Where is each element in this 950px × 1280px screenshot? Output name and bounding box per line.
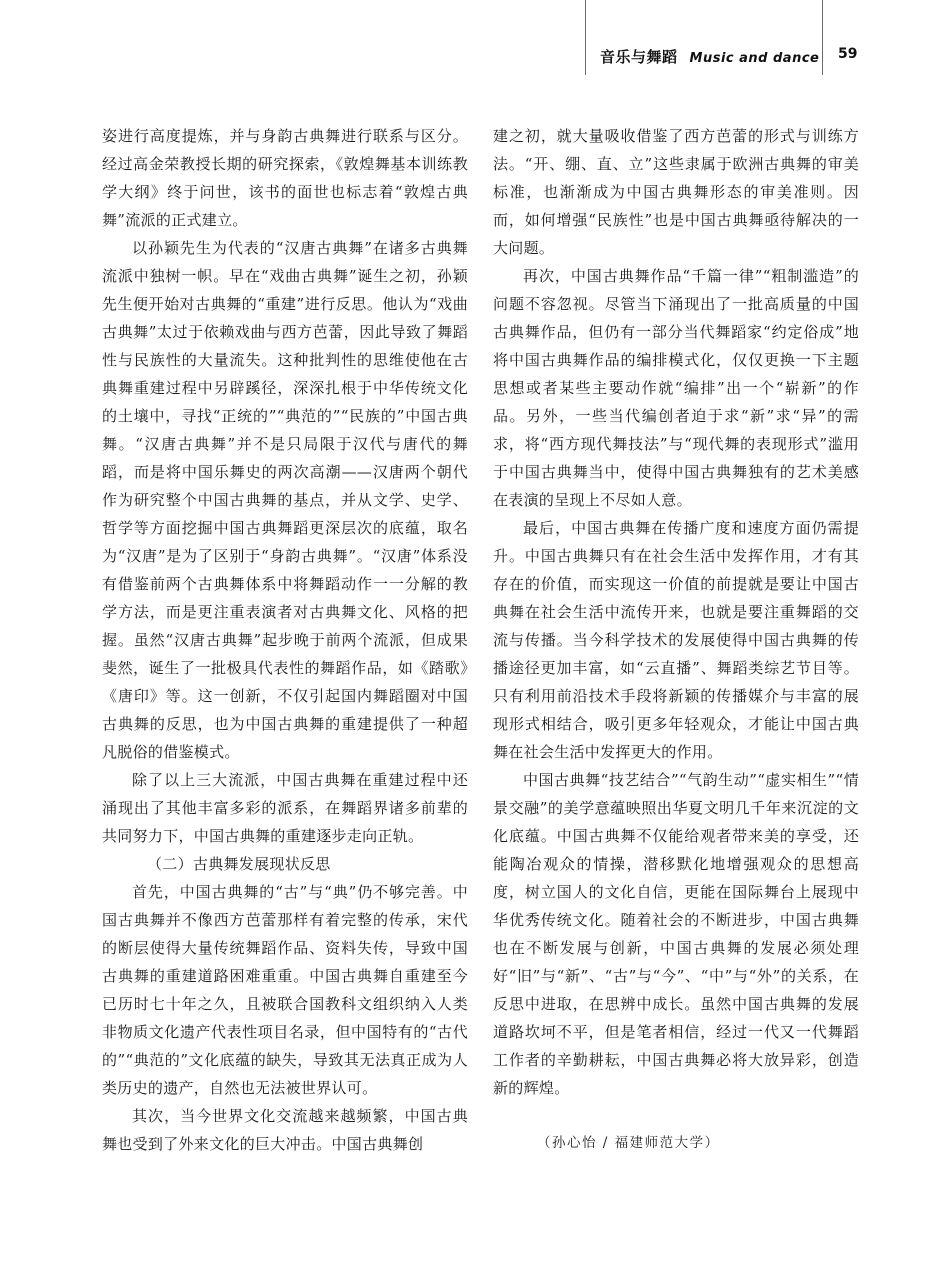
paragraph: 除了以上三大流派，中国古典舞在重建过程中还涌现出了其他丰富多彩的派系，在舞蹈界诸多前辈的共同努力下，中国古典舞的重建逐步走向正轨。 [102, 771, 468, 845]
section-title-cn: 音乐与舞蹈 [600, 48, 678, 66]
paragraph: 首先，中国古典舞的“古”与“典”仍不够完善。中国古典舞并不像西方芭蕾那样有着完整的传承，宋代的断层使得大量传统舞蹈作品、资料失传，导致中国古典舞的重建道路困难重重。中国古典舞自重建至今已历时七十年之久，且被联合国教科文组织纳入人类非物质文化遗产代表性项目名录，但中国特有的“古代的”“典范的”文化底蕴的缺失，导致其无法真正成为人类历史的遗产，自然也无法被世界认可。 [102, 883, 468, 1097]
paragraph: 中国古典舞“技艺结合”“气韵生动”“虚实相生”“情景交融”的美学意蕴映照出华夏文明几千年来沉淀的文化底蕴。中国古典舞不仅能给观者带来美的享受，还能陶冶观众的情操，潜移默化地增强观众的思想高度，树立国人的文化自信，更能在国际舞台上展现中华优秀传统文化。随着社会的不断进步，中国古典舞也在不断发展与创新，中国古典舞的发展必须处理好“旧”与“新”、“古”与“今”、“中”与“外”的关系，在反思中进取，在思辨中成长。虽然中国古典舞的发展道路坎坷不平，但是笔者相信，经过一代又一代舞蹈工作者的辛勤耕耘，中国古典舞必将大放异彩，创造新的辉煌。 [493, 771, 859, 1097]
author-byline: （孙心怡 / 福建师范大学） [537, 1135, 720, 1151]
paragraph: 建之初，就大量吸收借鉴了西方芭蕾的形式与训练方法。“开、绷、直、立”这些隶属于欧洲古典舞的审美标准，也渐渐成为中国古典舞形态的审美准则。因而，如何增强“民族性”也是中国古典舞亟待解决的一大问题。 [493, 127, 859, 257]
paragraph: 其次，当今世界文化交流越来越频繁，中国古典舞也受到了外来文化的巨大冲击。中国古典舞创 [102, 1107, 468, 1153]
paragraph: 姿进行高度提炼，并与身韵古典舞进行联系与区分。经过高金荣教授长期的研究探索，《敦煌舞基本训练教学大纲》终于问世，该书的面世也标志着“敦煌古典舞”流派的正式建立。 [102, 127, 468, 229]
page-number: 59 [838, 46, 858, 62]
paragraph: 以孙颖先生为代表的“汉唐古典舞”在诸多古典舞流派中独树一帜。早在“戏曲古典舞”诞生之初，孙颖先生便开始对古典舞的“重建”进行反思。他认为“戏曲古典舞”太过于依赖戏曲与西方芭蕾，因此导致了舞蹈性与民族性的大量流失。这种批判性的思维使他在古典舞重建过程中另辟蹊径，深深扎根于中华传统文化的土壤中，寻找“正统的”“典范的”“民族的”中国古典舞。“汉唐古典舞”并不是只局限于汉代与唐代的舞蹈，而是将中国乐舞史的两次高潮——汉唐两个朝代作为研究整个中国古典舞的基点，并从文学、史学、哲学等方面挖掘中国古典舞蹈更深层次的底蕴，取名为“汉唐”是为了区别于“身韵古典舞”。“汉唐”体系没有借鉴前两个古典舞体系中将舞蹈动作一一分解的教学方法，而是更注重表演者对古典舞文化、风格的把握。虽然“汉唐古典舞”起步晚于前两个流派，但成果斐然，诞生了一批极具代表性的舞蹈作品，如《踏歌》《唐印》等。这一创新，不仅引起国内舞蹈圈对中国古典舞的反思，也为中国古典舞的重建提供了一种超凡脱俗的借鉴模式。 [102, 239, 468, 761]
header-divider-right [822, 0, 823, 75]
paragraph: 最后，中国古典舞在传播广度和速度方面仍需提升。中国古典舞只有在社会生活中发挥作用，才有其存在的价值，而实现这一价值的前提就是要让中国古典舞在社会生活中流传开来，也就是要注重舞蹈的交流与传播。当今科学技术的发展使得中国古典舞的传播途径更加丰富，如“云直播”、舞蹈类综艺节目等。只有利用前沿技术手段将新颖的传播媒介与丰富的展现形式相结合，吸引更多年轻观众，才能让中国古典舞在社会生活中发挥更大的作用。 [493, 519, 859, 761]
right-column [493, 122, 859, 1157]
left-column [102, 122, 468, 1158]
header-divider-left [585, 0, 586, 75]
section-subheading: （二）古典舞发展现状反思 [147, 855, 331, 873]
running-header [600, 46, 819, 67]
paragraph: 再次，中国古典舞作品“千篇一律”“粗制滥造”的问题不容忽视。尽管当下涌现出了一批高质量的中国古典舞作品，但仍有一部分当代舞蹈家“约定俗成”地将中国古典舞作品的编排模式化，仅仅更换一下主题思想或者某些主要动作就“编排”出一个“崭新”的作品。另外，一些当代编创者迫于求“新”求“异”的需求，将“西方现代舞技法”与“现代舞的表现形式”滥用于中国古典舞当中，使得中国古典舞独有的艺术美感在表演的呈现上不尽如人意。 [493, 267, 859, 509]
section-title-en: Music and dance [689, 51, 820, 66]
